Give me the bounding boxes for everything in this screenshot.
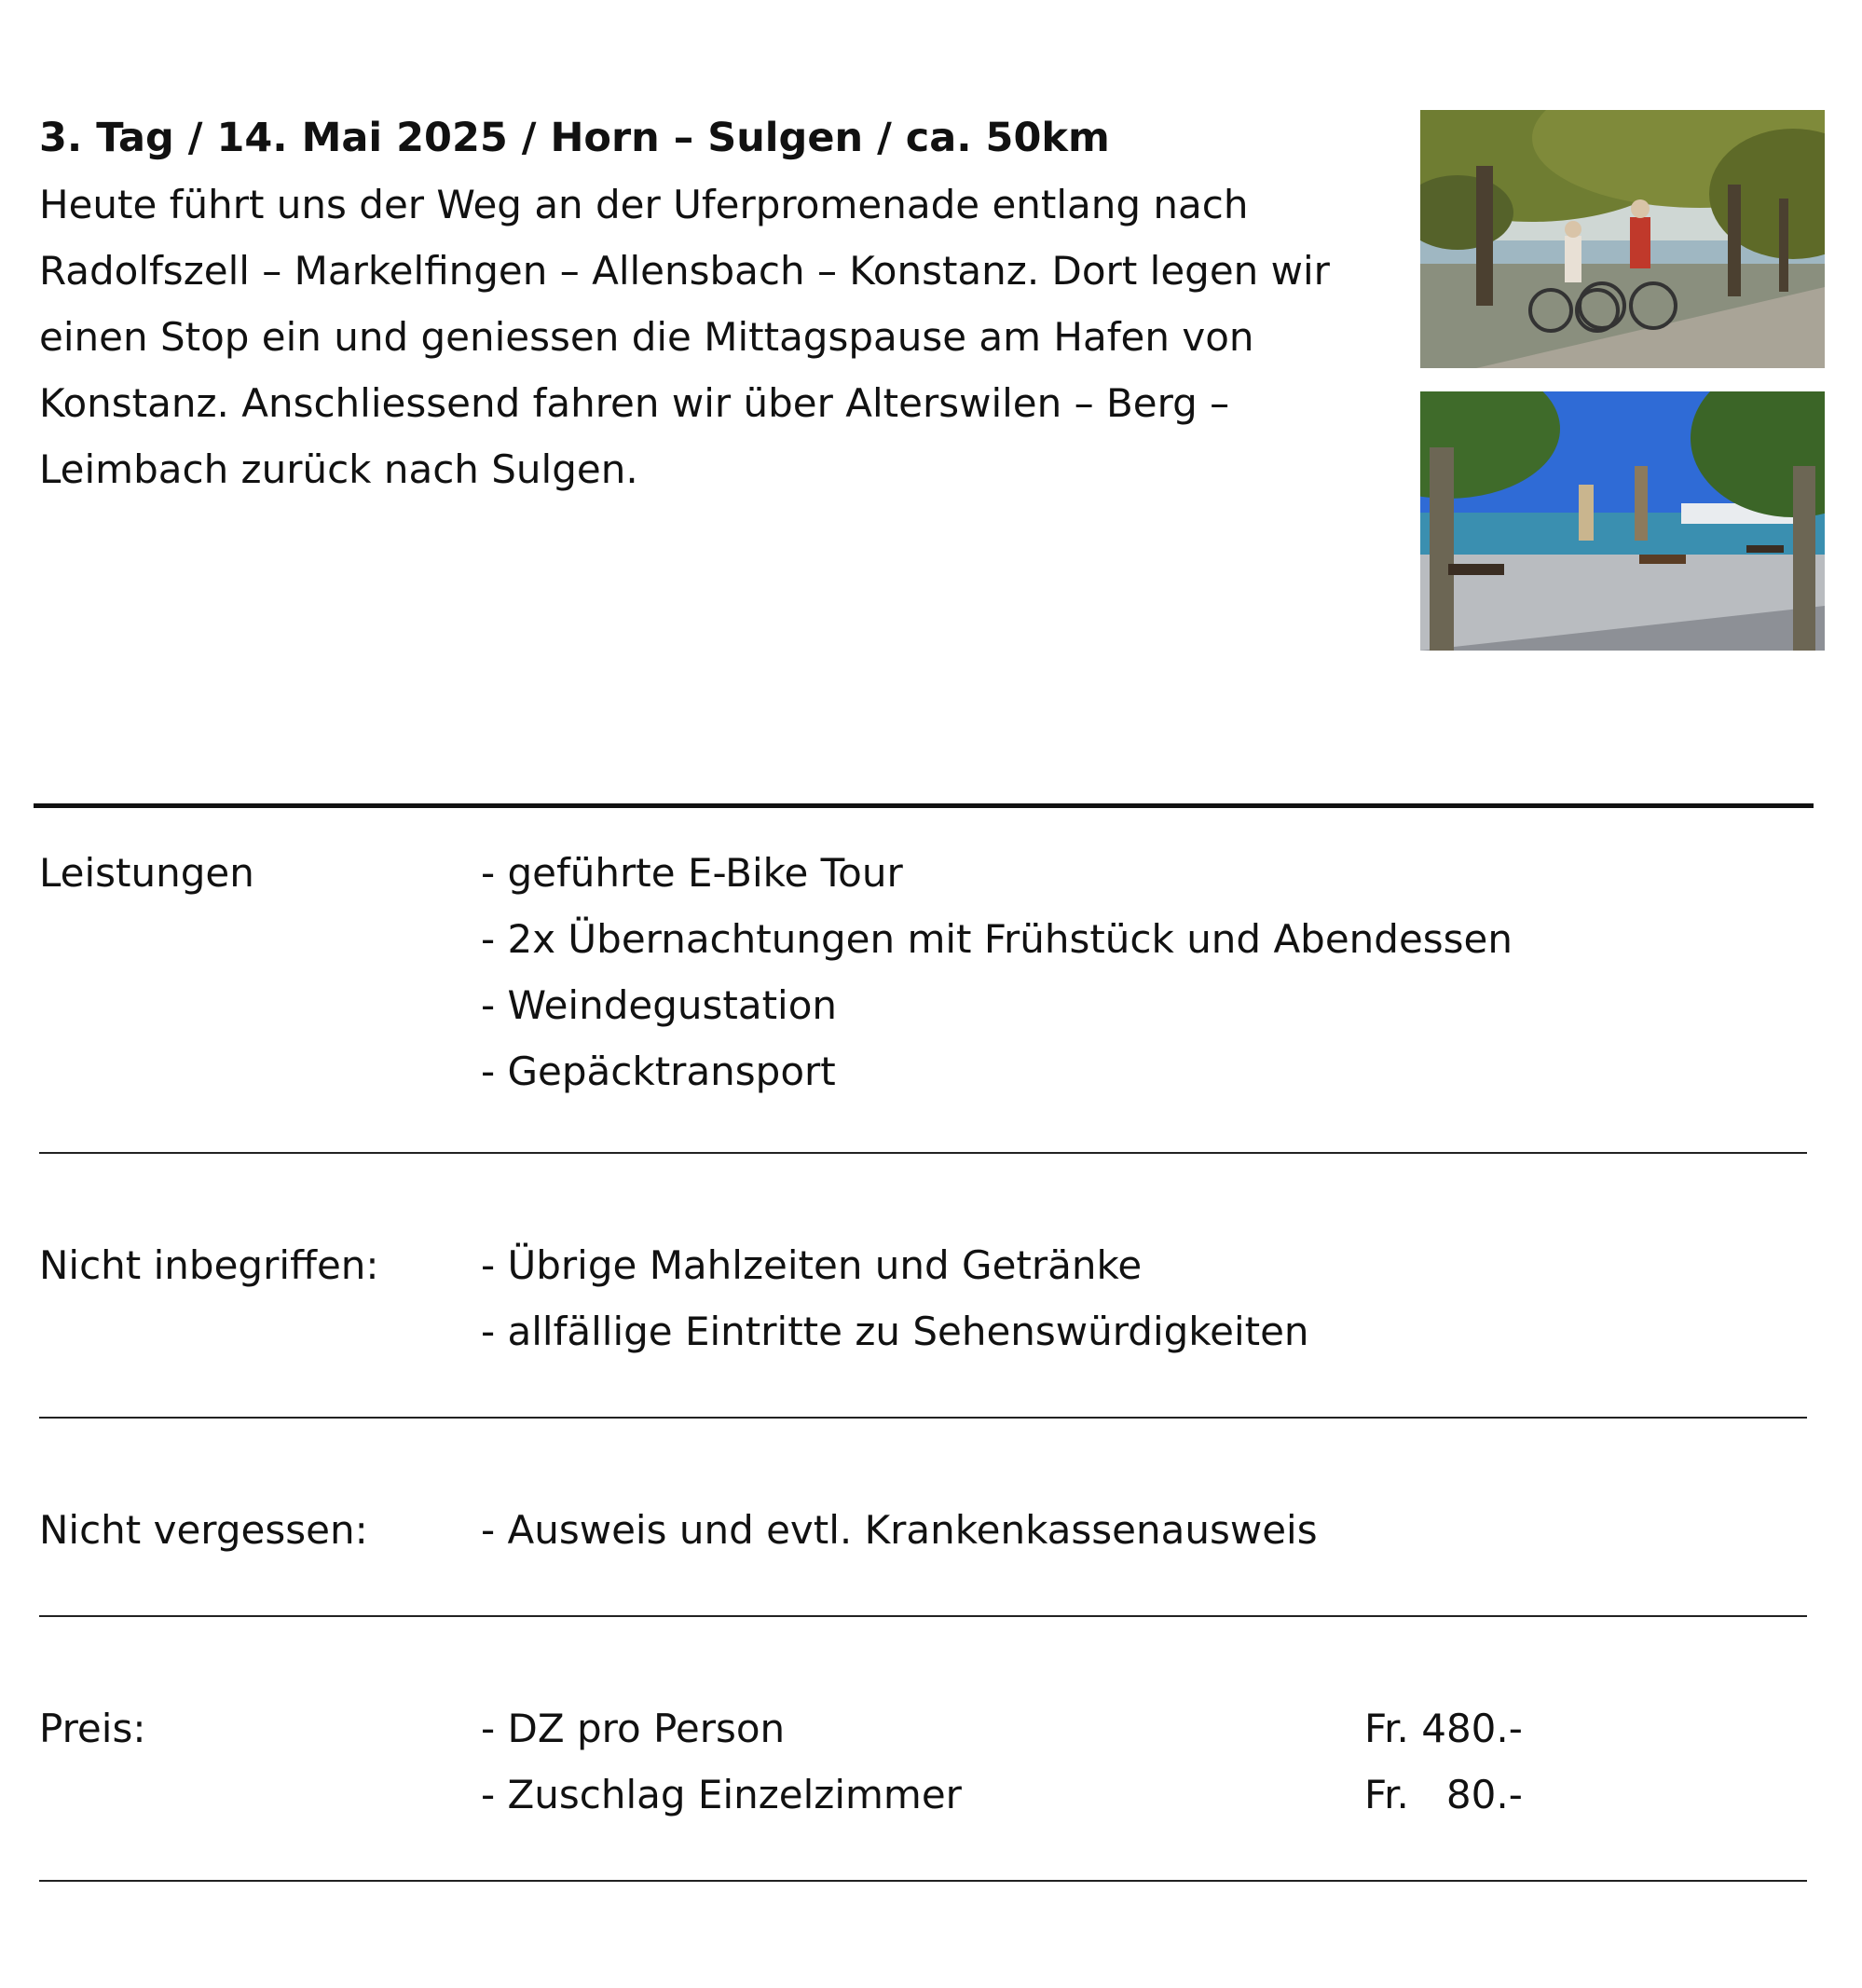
preis-list: [481, 1695, 962, 1828]
list-item: - Weindegustation: [481, 982, 838, 1028]
divider: [39, 1417, 1807, 1419]
price-values: [1364, 1695, 1523, 1828]
list-item: - DZ pro Person: [481, 1706, 786, 1751]
day-description: [39, 171, 1381, 502]
leistungen-list: [481, 840, 1513, 1104]
description-line: Heute führt uns der Weg an der Uferpromenade entlang nach: [39, 182, 1249, 227]
divider: [39, 1615, 1807, 1617]
description-line: Radolfszell – Markelfingen – Allensbach – Konstanz. Dort legen wir: [39, 248, 1330, 294]
nicht-inbegriffen-list: [481, 1232, 1309, 1364]
list-item: - geführte E-Bike Tour: [481, 850, 903, 896]
list-item: - allfällige Eintritte zu Sehenswürdigkeiten: [481, 1309, 1309, 1354]
section-divider: [34, 803, 1814, 808]
divider: [39, 1880, 1807, 1882]
divider: [39, 1152, 1807, 1154]
description-line: einen Stop ein und geniessen die Mittagspause am Hafen von: [39, 314, 1254, 360]
description-line: Konstanz. Anschliessend fahren wir über Alterswilen – Berg –: [39, 380, 1230, 426]
nicht-inbegriffen-label: Nicht inbegriffen:: [39, 1242, 379, 1288]
konstanz-harbour-photo: [1420, 391, 1825, 651]
list-item: - 2x Übernachtungen mit Frühstück und Abendessen: [481, 916, 1513, 962]
day-title: 3. Tag / 14. Mai 2025 / Horn – Sulgen / ca. 50km: [39, 115, 1110, 161]
list-item: - Ausweis und evtl. Krankenkassenausweis: [481, 1507, 1318, 1553]
list-item: - Gepäcktransport: [481, 1049, 836, 1094]
nicht-vergessen-list: [481, 1497, 1318, 1563]
description-line: Leimbach zurück nach Sulgen.: [39, 446, 638, 492]
nicht-vergessen-label: Nicht vergessen:: [39, 1507, 368, 1553]
list-item: - Übrige Mahlzeiten und Getränke: [481, 1242, 1143, 1288]
preis-label: Preis:: [39, 1706, 146, 1751]
cyclists-promenade-photo: [1420, 110, 1825, 368]
price-value: Fr. 80.-: [1364, 1772, 1523, 1817]
price-value: Fr. 480.-: [1364, 1706, 1523, 1751]
leistungen-label: Leistungen: [39, 850, 254, 896]
list-item: - Zuschlag Einzelzimmer: [481, 1772, 962, 1817]
